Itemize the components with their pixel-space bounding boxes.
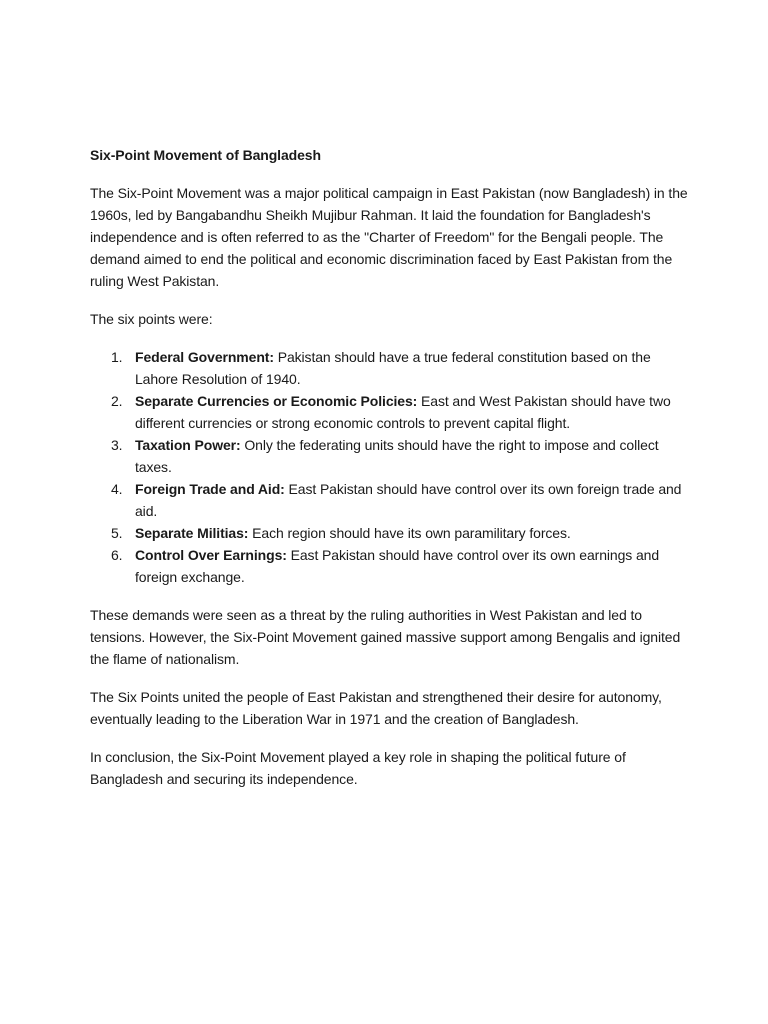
list-item-number: 3. xyxy=(111,437,123,453)
list-item-heading: Separate Militias: xyxy=(135,525,249,541)
list-item-text: Each region should have its own paramilitary forces. xyxy=(248,525,571,541)
document-page xyxy=(90,144,690,806)
list-item xyxy=(90,346,690,390)
list-item-number: 1. xyxy=(111,349,123,365)
list-item-heading: Control Over Earnings: xyxy=(135,547,287,563)
list-item-text: East Pakistan should have control over its own foreign trade and aid. xyxy=(135,481,682,519)
united-paragraph: The Six Points united the people of East Pakistan and strengthened their desire for autonomy, eventually leading to the Liberation War in 1971 and the creation of Bangladesh. xyxy=(90,689,662,727)
list-item xyxy=(90,544,690,588)
list-item-number: 6. xyxy=(111,547,123,563)
list-item-heading: Separate Currencies or Economic Policies: xyxy=(135,393,418,409)
list-item xyxy=(90,390,690,434)
list-item-heading: Federal Government: xyxy=(135,349,274,365)
list-item-heading: Taxation Power: xyxy=(135,437,241,453)
list-item-text: East and West Pakistan should have two different currencies or strong economic controls to prevent capital flight. xyxy=(135,393,671,431)
list-item-number: 5. xyxy=(111,525,123,541)
conclusion-paragraph: In conclusion, the Six-Point Movement played a key role in shaping the political future of Bangladesh and securing its independence. xyxy=(90,749,626,787)
document-title: Six-Point Movement of Bangladesh xyxy=(90,147,321,163)
list-item xyxy=(90,434,690,478)
list-intro: The six points were: xyxy=(90,311,213,327)
list-item-text: East Pakistan should have control over its own earnings and foreign exchange. xyxy=(135,547,660,585)
list-item xyxy=(90,478,690,522)
six-points-list xyxy=(90,346,690,588)
list-item-heading: Foreign Trade and Aid: xyxy=(135,481,285,497)
list-item-text: Only the federating units should have the right to impose and collect taxes. xyxy=(135,437,659,475)
threat-paragraph: These demands were seen as a threat by the ruling authorities in West Pakistan and led to tensions. However, the Six-Point Movement gained massive support among Bengalis and ignited the flame of nationalism. xyxy=(90,607,681,667)
list-item-number: 2. xyxy=(111,393,123,409)
list-item xyxy=(90,522,690,544)
list-item-text: Pakistan should have a true federal constitution based on the Lahore Resolution of 1940. xyxy=(135,349,651,387)
intro-paragraph: The Six-Point Movement was a major political campaign in East Pakistan (now Bangladesh) in the 1960s, led by Bangabandhu Sheikh Mujibur Rahman. It laid the foundation for Bangladesh's independence and is often referred to as the "Charter of Freedom" for the Bengali people. The demand aimed to end the political and economic discrimination faced by East Pakistan from the ruling West Pakistan. xyxy=(90,185,688,289)
list-item-number: 4. xyxy=(111,481,123,497)
